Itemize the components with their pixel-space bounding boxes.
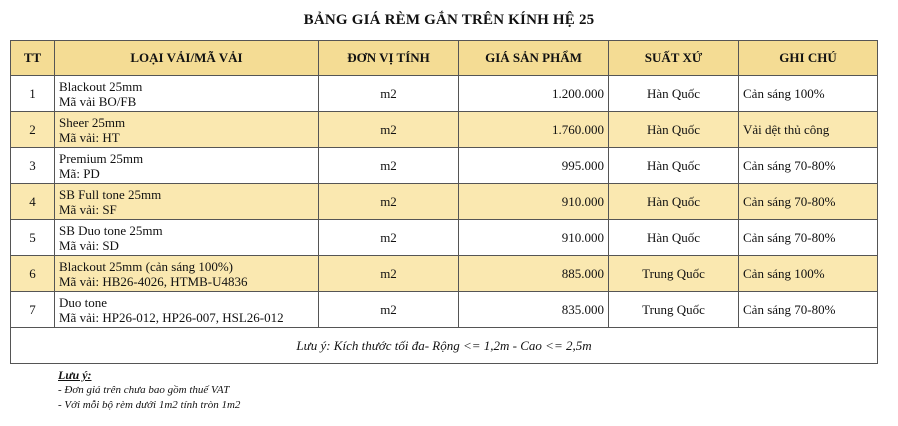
row-number: 7: [11, 292, 55, 328]
price-cell: 910.000: [459, 220, 609, 256]
unit-cell: m2: [319, 112, 459, 148]
note-cell: Cản sáng 100%: [739, 76, 878, 112]
row-number: 3: [11, 148, 55, 184]
fabric-code: Mã vải: HT: [59, 129, 120, 145]
price-cell: 1.200.000: [459, 76, 609, 112]
note-line-minimum: - Với mỗi bộ rèm dưới 1m2 tính tròn 1m2: [58, 399, 241, 411]
price-cell: 885.000: [459, 256, 609, 292]
note-line-vat: - Đơn giá trên chưa bao gồm thuế VAT: [58, 384, 230, 396]
price-table: [10, 40, 878, 364]
table-footnote: Lưu ý: Kích thước tối đa- Rộng <= 1,2m - Cao <= 2,5m: [11, 328, 878, 364]
note-cell: Cản sáng 70-80%: [739, 148, 878, 184]
price-cell: 910.000: [459, 184, 609, 220]
origin-cell: Hàn Quốc: [609, 148, 739, 184]
origin-cell: Trung Quốc: [609, 292, 739, 328]
price-cell: 835.000: [459, 292, 609, 328]
table-row: [11, 184, 878, 220]
fabric-cell: [55, 148, 319, 184]
unit-cell: m2: [319, 256, 459, 292]
fabric-code: Mã vải BO/FB: [59, 93, 137, 109]
footnote-row: [11, 328, 878, 364]
fabric-code: Mã vải: SF: [59, 201, 117, 217]
fabric-name: Sheer 25mm: [59, 114, 126, 130]
notes-heading: Lưu ý:: [58, 368, 92, 382]
note-cell: Cản sáng 70-80%: [739, 184, 878, 220]
fabric-name: Duo tone: [59, 294, 108, 310]
fabric-name: SB Duo tone 25mm: [59, 222, 163, 238]
header-tt: TT: [11, 41, 55, 76]
origin-cell: Trung Quốc: [609, 256, 739, 292]
unit-cell: m2: [319, 184, 459, 220]
fabric-cell: [55, 76, 319, 112]
fabric-code: Mã vải: HP26-012, HP26-007, HSL26-012: [59, 309, 284, 325]
unit-cell: m2: [319, 148, 459, 184]
unit-cell: m2: [319, 76, 459, 112]
row-number: 4: [11, 184, 55, 220]
row-number: 2: [11, 112, 55, 148]
table-header-row: [11, 41, 878, 76]
fabric-name: Blackout 25mm: [59, 78, 143, 94]
table-row: [11, 76, 878, 112]
note-cell: Vải dệt thủ công: [739, 112, 878, 148]
unit-cell: m2: [319, 220, 459, 256]
note-cell: Cản sáng 70-80%: [739, 220, 878, 256]
row-number: 1: [11, 76, 55, 112]
origin-cell: Hàn Quốc: [609, 184, 739, 220]
header-note: GHI CHÚ: [739, 41, 878, 76]
fabric-code: Mã vải: SD: [59, 237, 119, 253]
note-cell: Cản sáng 100%: [739, 256, 878, 292]
table-row: [11, 112, 878, 148]
table-row: [11, 220, 878, 256]
note-cell: Cản sáng 70-80%: [739, 292, 878, 328]
fabric-cell: [55, 184, 319, 220]
notes-block: [58, 368, 240, 413]
price-cell: 995.000: [459, 148, 609, 184]
fabric-code: Mã vải: HB26-4026, HTMB-U4836: [59, 273, 248, 289]
fabric-cell: [55, 220, 319, 256]
fabric-name: Blackout 25mm (cản sáng 100%): [59, 258, 234, 274]
fabric-code: Mã: PD: [59, 165, 100, 181]
fabric-name: Premium 25mm: [59, 150, 144, 166]
price-cell: 1.760.000: [459, 112, 609, 148]
header-origin: SUẤT XỨ: [609, 41, 739, 76]
origin-cell: Hàn Quốc: [609, 76, 739, 112]
header-price: GIÁ SẢN PHẨM: [459, 41, 609, 76]
origin-cell: Hàn Quốc: [609, 220, 739, 256]
origin-cell: Hàn Quốc: [609, 112, 739, 148]
table-row: [11, 148, 878, 184]
fabric-cell: [55, 292, 319, 328]
fabric-cell: [55, 112, 319, 148]
table-row: [11, 256, 878, 292]
fabric-cell: [55, 256, 319, 292]
row-number: 5: [11, 220, 55, 256]
header-unit: ĐƠN VỊ TÍNH: [319, 41, 459, 76]
page-title: BẢNG GIÁ RÈM GẮN TRÊN KÍNH HỆ 25: [303, 12, 595, 28]
table-row: [11, 292, 878, 328]
unit-cell: m2: [319, 292, 459, 328]
header-fabric: LOẠI VẢI/MÃ VẢI: [55, 41, 319, 76]
row-number: 6: [11, 256, 55, 292]
fabric-name: SB Full tone 25mm: [59, 186, 162, 202]
